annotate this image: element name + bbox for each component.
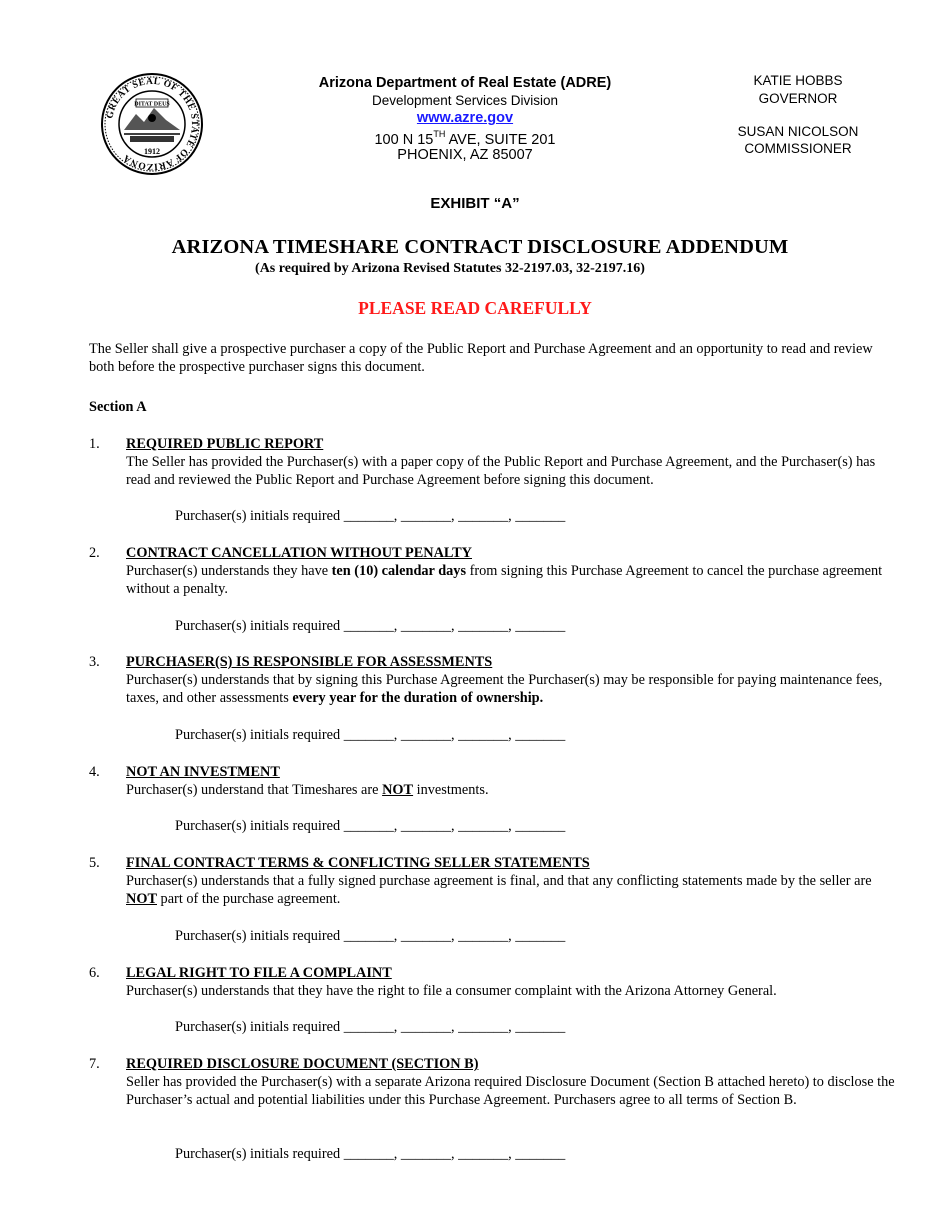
- item-text: Purchaser(s) understands that they have the right to file a consumer complaint with the Arizona Attorney General.: [126, 983, 777, 999]
- item-number: 6.: [89, 965, 100, 981]
- item-heading: CONTRACT CANCELLATION WITHOUT PENALTY: [126, 545, 472, 561]
- item-number: 3.: [89, 654, 100, 670]
- governor-name: KATIE HOBBS: [753, 73, 843, 88]
- item-number: 2.: [89, 545, 100, 561]
- item-heading: FINAL CONTRACT TERMS & CONFLICTING SELLER STATEMENTS: [126, 855, 590, 871]
- list-item: [89, 763, 899, 799]
- initials-line[interactable]: Purchaser(s) initials required _______, _______, _______, _______: [175, 1146, 566, 1162]
- address-line-2: PHOENIX, AZ 85007: [397, 147, 533, 163]
- list-item: [89, 1055, 899, 1109]
- list-item: [89, 435, 899, 489]
- item-number: 5.: [89, 855, 100, 871]
- initials-line[interactable]: Purchaser(s) initials required _______, _______, _______, _______: [175, 1019, 566, 1035]
- commissioner-name: SUSAN NICOLSON: [737, 124, 859, 139]
- list-item: [89, 964, 899, 1000]
- item-text: Purchaser(s) understands that a fully signed purchase agreement is final, and that any conflicting statements made by the seller are NOT part of the purchase agreement.: [126, 873, 872, 907]
- item-text: Purchaser(s) understands they have ten (10) calendar days from signing this Purchase Agreement to cancel the purchase agreement without a penalty.: [126, 563, 883, 597]
- item-heading: PURCHASER(S) IS RESPONSIBLE FOR ASSESSMENTS: [126, 654, 493, 670]
- initials-line[interactable]: Purchaser(s) initials required _______, _______, _______, _______: [175, 618, 566, 634]
- svg-text:GREAT SEAL OF THE STATE OF ARI: GREAT SEAL OF THE STATE OF ARIZONA: [105, 76, 200, 172]
- initials-line[interactable]: Purchaser(s) initials required _______, _______, _______, _______: [175, 928, 566, 944]
- item-heading: NOT AN INVESTMENT: [126, 764, 280, 780]
- section-label: Section A: [89, 399, 147, 415]
- item-text: Seller has provided the Purchaser(s) with a separate Arizona required Disclosure Document (Section B attached hereto) to disclose the Purchaser’s actual and potential liabilities under this Purchase Agreement. Purchasers agree to all terms of Section B.: [126, 1074, 895, 1108]
- exhibit-label: EXHIBIT “A”: [430, 195, 520, 212]
- item-heading: LEGAL RIGHT TO FILE A COMPLAINT: [126, 965, 392, 981]
- document-title: ARIZONA TIMESHARE CONTRACT DISCLOSURE ADDENDUM: [171, 236, 789, 258]
- initials-line[interactable]: Purchaser(s) initials required _______, _______, _______, _______: [175, 727, 566, 743]
- governor-title: GOVERNOR: [758, 91, 838, 106]
- list-item: [89, 544, 899, 598]
- item-number: 4.: [89, 764, 100, 780]
- intro-paragraph: The Seller shall give a prospective purchaser a copy of the Public Report and Purchase Agreement and an opportunity to read and review both before the prospective purchaser signs this document.: [89, 341, 873, 375]
- warning-heading: PLEASE READ CAREFULLY: [358, 298, 592, 318]
- item-number: 7.: [89, 1056, 100, 1072]
- arizona-state-seal-icon: [100, 72, 204, 176]
- division-name: Development Services Division: [371, 93, 559, 108]
- item-text: Purchaser(s) understand that Timeshares are NOT investments.: [126, 782, 489, 798]
- initials-line[interactable]: Purchaser(s) initials required _______, _______, _______, _______: [175, 508, 566, 524]
- website-link-wrapper: [250, 109, 680, 127]
- item-number: 1.: [89, 436, 100, 452]
- item-text: The Seller has provided the Purchaser(s) with a paper copy of the Public Report and Purchase Agreement, and the Purchaser(s) has read and reviewed the Public Report and Purchase Agreement before signing this document.: [126, 454, 876, 488]
- svg-text:1912: 1912: [144, 147, 160, 156]
- item-heading: REQUIRED DISCLOSURE DOCUMENT (SECTION B): [126, 1056, 479, 1072]
- document-subtitle: (As required by Arizona Revised Statutes 32-2197.03, 32-2197.16): [255, 261, 645, 276]
- address-line-1: 100 N 15TH AVE, SUITE 201: [374, 129, 556, 148]
- svg-text:DITAT DEUS: DITAT DEUS: [134, 101, 170, 108]
- list-item: [89, 653, 899, 707]
- agency-name: Arizona Department of Real Estate (ADRE): [318, 75, 612, 91]
- commissioner-title: COMMISSIONER: [744, 141, 852, 156]
- item-text: Purchaser(s) understands that by signing this Purchase Agreement the Purchaser(s) may be responsible for paying maintenance fees, taxes, and other assessments every year for the duration of ownership.: [126, 672, 883, 706]
- item-heading: REQUIRED PUBLIC REPORT: [126, 436, 324, 452]
- list-item: [89, 854, 899, 908]
- website-link[interactable]: www.azre.gov: [416, 110, 514, 126]
- initials-line[interactable]: Purchaser(s) initials required _______, _______, _______, _______: [175, 818, 566, 834]
